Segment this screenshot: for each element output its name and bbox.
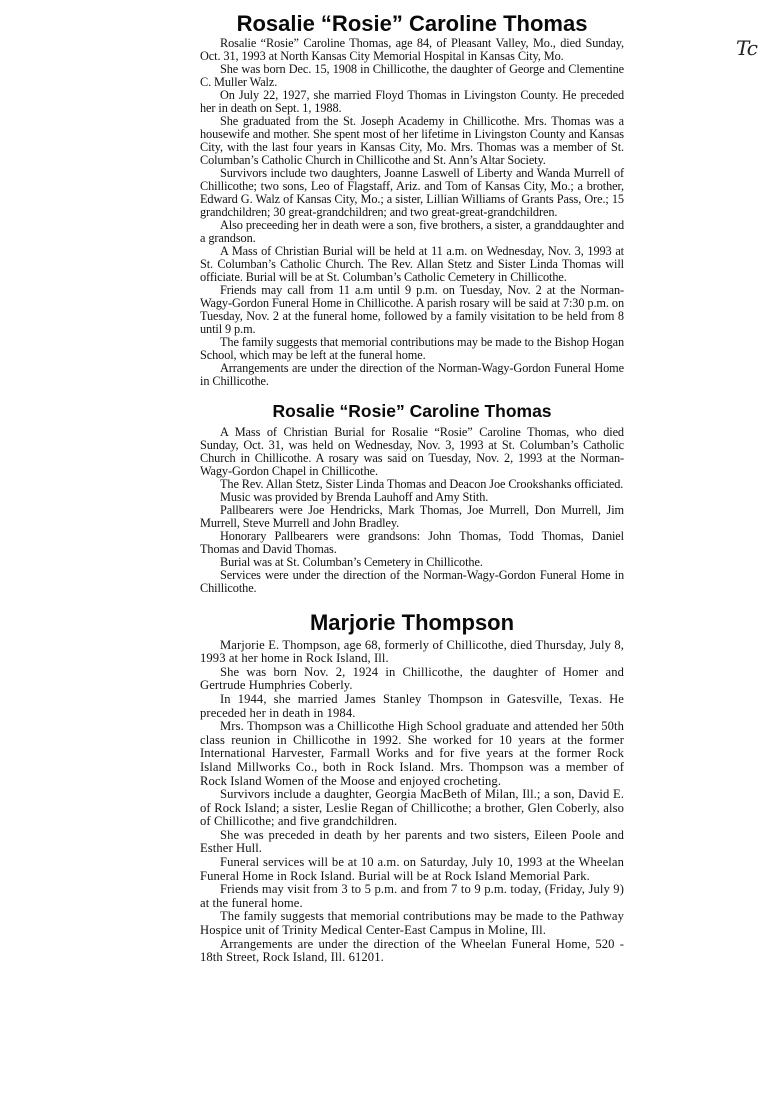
obituary-paragraph: Arrangements are under the direction of the Wheelan Funeral Home, 520 - 18th Street, Rock Island, Ill. 61201. (200, 936, 624, 965)
obituary-paragraph: She graduated from the St. Joseph Academy in Chillicothe. Mrs. Thomas was a housewife and mother. She spent most of her lifetime in Livingston County and Kansas City, with the last four years in Kansas City, Mo. Mrs. Thomas was a member of St. Columban’s Catholic Church in Chillicothe and St. Ann’s Altar Society. (200, 114, 624, 168)
obituary-paragraph: She was born Dec. 15, 1908 in Chillicothe, the daughter of George and Clementine C. Muller Walz. (200, 62, 624, 90)
obituary-heading: Rosalie “Rosie” Caroline Thomas (236, 11, 588, 36)
obituary-paragraph: In 1944, she married James Stanley Thompson in Gatesville, Texas. He preceded her in death in 1984. (200, 691, 624, 720)
obituary-rosalie-thomas-services (200, 402, 624, 595)
obituary-heading: Rosalie “Rosie” Caroline Thomas (272, 401, 552, 422)
obituary-paragraph: Friends may call from 11 a.m until 9 p.m. on Tuesday, Nov. 2 at the Norman-Wagy-Gordon Funeral Home in Chillicothe. A parish rosary will be said at 7:30 p.m. on Tuesday, Nov. 2 at the funeral home, followed by a family visitation to be held from 8 until 9 p.m. (200, 283, 624, 337)
obituary-paragraph: The Rev. Allan Stetz, Sister Linda Thomas and Deacon Joe Crookshanks officiated. (220, 477, 624, 492)
obituary-marjorie-thompson (200, 611, 624, 964)
obituary-paragraph: Services were under the direction of the Norman-Wagy-Gordon Funeral Home in Chillicothe. (200, 568, 624, 596)
obituary-paragraph: Music was provided by Brenda Lauhoff and Amy Stith. (220, 490, 489, 505)
obituary-rosalie-thomas (200, 12, 624, 388)
obituary-column (200, 12, 624, 969)
obituary-paragraph: Survivors include two daughters, Joanne Laswell of Liberty and Wanda Murrell of Chillicothe; two sons, Leo of Flagstaff, Ariz. and Tom of Kansas City, Mo.; a brother, Edward G. Walz of Kansas City, Mo.; a sister, Lillian Williams of Grants Pass, Ore.; 15 grandchildren; 30 great-grandchildren; and two great-great-grandchildren. (200, 166, 624, 220)
obituary-paragraph: Arrangements are under the direction of the Norman-Wagy-Gordon Funeral Home in Chillicothe. (200, 361, 624, 389)
obituary-paragraph: Funeral services will be at 10 a.m. on Saturday, July 10, 1993 at the Wheelan Funeral Home in Rock Island. Burial will be at Rock Island Memorial Park. (200, 855, 624, 883)
obituary-paragraph: A Mass of Christian Burial for Rosalie “Rosie” Caroline Thomas, who died Sunday, Oct. 31, was held on Wednesday, Nov. 3, 1993 at St. Columban’s Catholic Church in Chillicothe. A rosary was said on Tuesday, Nov. 2, 1993 at the Norman-Wagy-Gordon Chapel in Chillicothe. (200, 425, 624, 479)
obituary-paragraph: Marjorie E. Thompson, age 68, formerly of Chillicothe, died Thursday, July 8, 1993 at her home in Rock Island, Ill. (200, 637, 624, 666)
obituary-paragraph: The family suggests that memorial contributions may be made to the Pathway Hospice unit of Trinity Medical Center-East Campus in Moline, Ill. (200, 909, 624, 938)
obituary-paragraph: Burial was at St. Columban’s Cemetery in Chillicothe. (220, 555, 483, 570)
obituary-paragraph: Also preceeding her in death were a son, five brothers, a sister, a granddaughter and a grandson. (200, 218, 624, 246)
obituary-paragraph: On July 22, 1927, she married Floyd Thomas in Livingston County. He preceded her in death on Sept. 1, 1988. (200, 88, 624, 116)
obituary-paragraph: Survivors include a daughter, Georgia MacBeth of Milan, Ill.; a son, David E. of Rock Island; a sister, Leslie Regan of Chillicothe; a brother, Glen Coberly, also of Chillicothe; and five grandchildren. (200, 787, 624, 829)
handwritten-margin-note: Tc (736, 36, 757, 60)
obituary-paragraph: She was preceded in death by her parents and two sisters, Eileen Poole and Esther Hull. (200, 827, 624, 856)
obituary-paragraph: A Mass of Christian Burial will be held at 11 a.m. on Wednesday, Nov. 3, 1993 at St. Columban’s Catholic Church. The Rev. Allan Stetz and Sister Linda Thomas will officiate. Burial will be at St. Columban’s Catholic Cemetery in Chillicothe. (200, 244, 624, 285)
obituary-paragraph: Honorary Pallbearers were grandsons: John Thomas, Todd Thomas, Daniel Thomas and David Thomas. (200, 529, 624, 557)
obituary-heading: Marjorie Thompson (309, 610, 515, 636)
obituary-paragraph: Pallbearers were Joe Hendricks, Mark Thomas, Joe Murrell, Don Murrell, Jim Murrell, Steve Murrell and John Bradley. (200, 503, 624, 531)
obituary-paragraph: She was born Nov. 2, 1924 in Chillicothe, the daughter of Homer and Gertrude Humphries Coberly. (200, 664, 624, 693)
obituary-paragraph: The family suggests that memorial contributions may be made to the Bishop Hogan School, which may be left at the funeral home. (200, 335, 624, 363)
obituary-paragraph: Mrs. Thompson was a Chillicothe High School graduate and attended her 50th class reunion in Chillicothe in 1992. She worked for 10 years at the former International Harvester, Farmall Works and for five years at the former Rock Island Millworks Co., both in Rock Island. Mrs. Thompson was a member of Rock Island Women of the Moose and enjoyed crocheting. (200, 719, 624, 788)
obituary-paragraph: Rosalie “Rosie” Caroline Thomas, age 84, of Pleasant Valley, Mo., died Sunday, Oct. 31, 1993 at North Kansas City Memorial Hospital in Kansas City, Mo. (200, 36, 624, 64)
obituary-paragraph: Friends may visit from 3 to 5 p.m. and from 7 to 9 p.m. today, (Friday, July 9) at the funeral home. (200, 882, 624, 910)
